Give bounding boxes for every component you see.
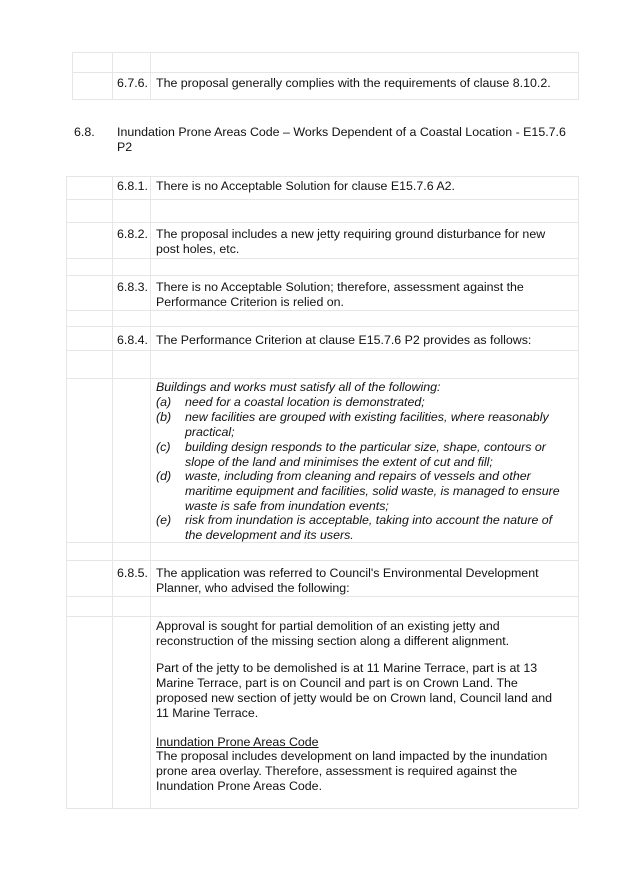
quote-item-e-line2: the development and its users.	[185, 528, 354, 542]
quote-item-d-line3: waste is safe from inundation events;	[185, 499, 389, 513]
quote-item-c-line1: building design responds to the particular size, shape, contours or	[185, 440, 546, 454]
clause-text: There is no Acceptable Solution for clause E15.7.6 A2.	[156, 179, 455, 193]
clause-number: 6.8.3.	[117, 280, 149, 294]
advice-p2-line4: 11 Marine Terrace.	[156, 706, 259, 720]
advice-subheading: Inundation Prone Areas Code	[156, 735, 319, 749]
quote-item-a-label: (a)	[156, 395, 172, 409]
quote-item-d-line2: maritime equipment and facilities, solid waste, is managed to ensure	[185, 484, 560, 498]
advice-p1-line1: Approval is sought for partial demolition of an existing jetty and	[156, 619, 500, 633]
quote-item-c-line2: slope of the land and minimises the extent of cut and fill;	[185, 455, 493, 469]
quote-item-d-label: (d)	[156, 469, 172, 483]
clause-text-line1: The application was referred to Council's Environmental Development	[156, 566, 539, 580]
section-title-line1: Inundation Prone Areas Code – Works Dependent of a Coastal Location - E15.7.6	[117, 125, 566, 139]
clause-text-line2: post holes, etc.	[156, 242, 240, 256]
clause-number: 6.8.5.	[117, 566, 149, 580]
clause-number: 6.8.4.	[117, 333, 149, 347]
quote-item-b-line1: new facilities are grouped with existing facilities, where reasonably	[185, 410, 549, 424]
clause-text-line2: Performance Criterion is relied on.	[156, 295, 345, 309]
clause-text-line2: Planner, who advised the following:	[156, 581, 350, 595]
advice-p1-line2: reconstruction of the missing section along a different alignment.	[156, 634, 510, 648]
clause-number: 6.8.1.	[117, 179, 149, 193]
quote-item-e-label: (e)	[156, 513, 172, 527]
quote-item-e-line1: risk from inundation is acceptable, taking into account the nature of	[185, 513, 553, 527]
clause-text-line1: There is no Acceptable Solution; therefore, assessment against the	[156, 280, 524, 294]
section-title-line2: P2	[117, 140, 133, 154]
quote-item-a: need for a coastal location is demonstrated;	[185, 395, 425, 409]
advice-p3-line3: Inundation Prone Areas Code.	[156, 779, 323, 793]
quote-intro: Buildings and works must satisfy all of the following:	[156, 380, 441, 394]
quote-item-d-line1: waste, including from cleaning and repairs of vessels and other	[185, 469, 531, 483]
clause-text: The proposal generally complies with the requirements of clause 8.10.2.	[156, 76, 551, 90]
quote-item-b-label: (b)	[156, 410, 172, 424]
clause-number: 6.7.6.	[117, 76, 149, 90]
advice-p2-line2: Marine Terrace, part is on Council and part is on Crown Land. The	[156, 676, 518, 690]
clause-text-line1: The proposal includes a new jetty requiring ground disturbance for new	[156, 227, 546, 241]
advice-p2-line1: Part of the jetty to be demolished is at 11 Marine Terrace, part is at 13	[156, 661, 538, 675]
section-number: 6.8.	[74, 125, 95, 139]
advice-p2-line3: proposed new section of jetty would be on Crown land, Council land and	[156, 691, 553, 705]
advice-p3-line1: The proposal includes development on land impacted by the inundation	[156, 749, 548, 763]
quote-item-b-line2: practical;	[185, 425, 235, 439]
advice-p3-line2: prone area overlay. Therefore, assessment is required against the	[156, 764, 518, 778]
quote-item-c-label: (c)	[156, 440, 171, 454]
clause-number: 6.8.2.	[117, 227, 149, 241]
clause-text: The Performance Criterion at clause E15.7.6 P2 provides as follows:	[156, 333, 532, 347]
